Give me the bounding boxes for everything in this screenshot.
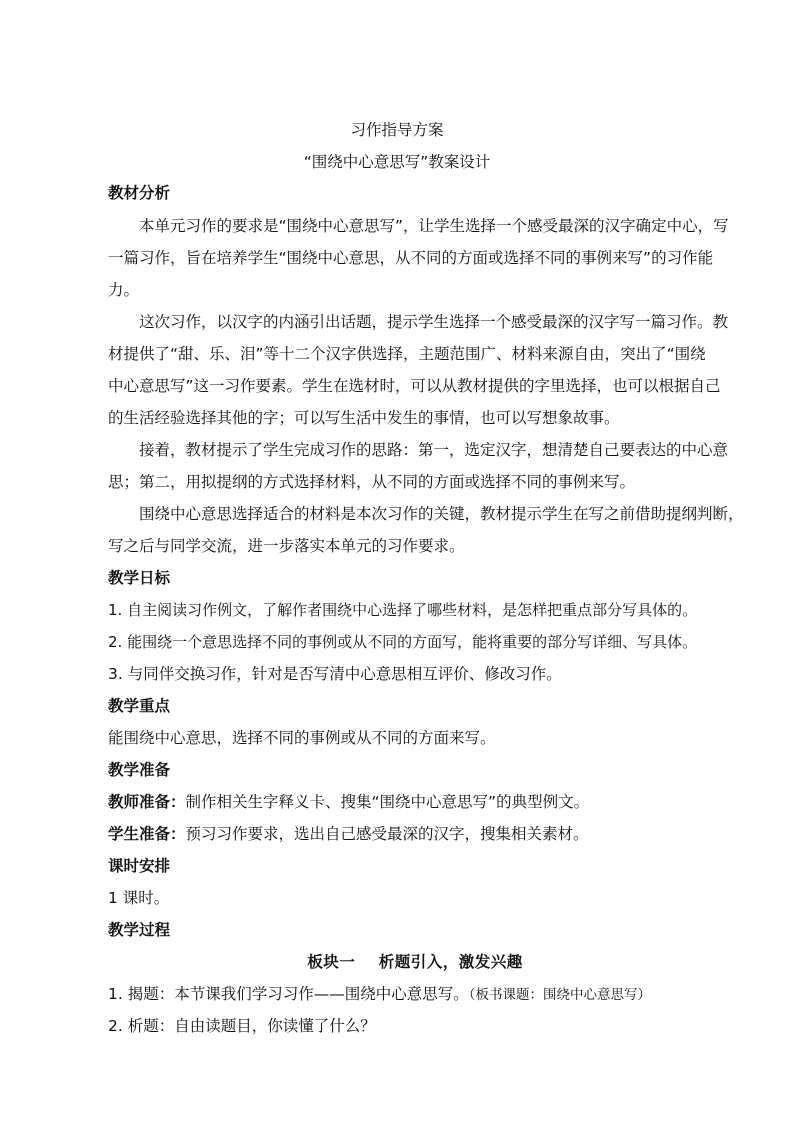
schedule-text: 1 课时。 — [108, 889, 170, 907]
goal-item-2: 2. 能围绕一个意思选择不同的事例或从不同的方面写，能将重要的部分写详细、写具体。 — [108, 633, 698, 651]
analysis-p4-line1: 围绕中心意思选择适合的材料是本次习作的关键，教材提示学生在写之前借助提纲判断， — [139, 505, 744, 523]
teacher-prep-label: 教师准备： — [108, 793, 186, 811]
heading-analysis: 教材分析 — [108, 184, 171, 202]
teacher-prep-text: 制作相关生字释义卡、搜集“围绕中心意思写”的典型例文。 — [185, 793, 590, 811]
step-1-note: （板书课题：围绕中心意思写） — [468, 987, 651, 1003]
student-prep-label: 学生准备： — [108, 825, 186, 843]
analysis-p2-line2: 材提供了“甜、乐、泪”等十二个汉字供选择，主题范围广、材料来源自由，突出了“围绕 — [108, 345, 706, 363]
heading-preparation: 教学准备 — [108, 761, 171, 779]
document-subtitle: “围绕中心意思写”教案设计 — [303, 153, 491, 171]
analysis-p2-line3: 中心意思写”这一习作要素。学生在选材时，可以从教材提供的字里选择，也可以根据自己 — [108, 377, 721, 395]
analysis-p1-line2: 一篇习作，旨在培养学生“围绕中心意思，从不同的方面或选择不同的事例来写”的习作能 — [108, 249, 714, 267]
goal-item-3: 3. 与同伴交换习作，针对是否写清中心意思相互评价、修改习作。 — [108, 665, 562, 683]
step-2: 2. 析题：自由读题目，你读懂了什么？ — [108, 1017, 376, 1035]
step-1 — [108, 984, 748, 1005]
heading-goals: 教学日标 — [108, 569, 171, 587]
analysis-p3-line2: 思；第二，用拟提纲的方式选择材料，从不同的方面或选择不同的事例来写。 — [108, 473, 636, 491]
step-1-text: 1. 揭题：本节课我们学习习作——围绕中心意思写。 — [108, 985, 469, 1003]
document-title: 习作指导方案 — [350, 121, 444, 139]
analysis-p3-line1: 接着，教材提示了学生完成习作的思路：第一，选定汉字，想清楚自己要表达的中心意 — [139, 441, 729, 459]
teacher-preparation — [108, 792, 718, 812]
analysis-p2-line4: 的生活经验选择其他的字；可以写生活中发生的事情，也可以写想象故事。 — [108, 409, 620, 427]
analysis-p2-line1: 这次习作，以汉字的内涵引出话题，提示学生选择一个感受最深的汉字写一篇习作。教 — [139, 313, 729, 331]
analysis-p4-line2: 写之后与同学交流，进一步落实本单元的习作要求。 — [108, 537, 465, 555]
goal-item-1: 1. 自主阅读习作例文，了解作者围绕中心选择了哪些材料，是怎样把重点部分写具体的。 — [108, 601, 698, 619]
student-prep-text: 预习习作要求，选出自己感受最深的汉字，搜集相关素材。 — [185, 825, 589, 843]
heading-schedule: 课时安排 — [108, 857, 171, 875]
analysis-p1-line3: 力。 — [108, 281, 140, 299]
analysis-p1-line1: 本单元习作的要求是“围绕中心意思写”，让学生选择一个感受最深的汉字确定中心，写 — [139, 217, 729, 235]
focus-text: 能围绕中心意思，选择不同的事例或从不同的方面来写。 — [108, 729, 496, 747]
heading-focus: 教学重点 — [108, 697, 171, 715]
student-preparation — [108, 824, 718, 844]
heading-process: 教学过程 — [108, 921, 171, 939]
block1-title: 板块一 析题引入，激发兴趣 — [307, 953, 523, 971]
